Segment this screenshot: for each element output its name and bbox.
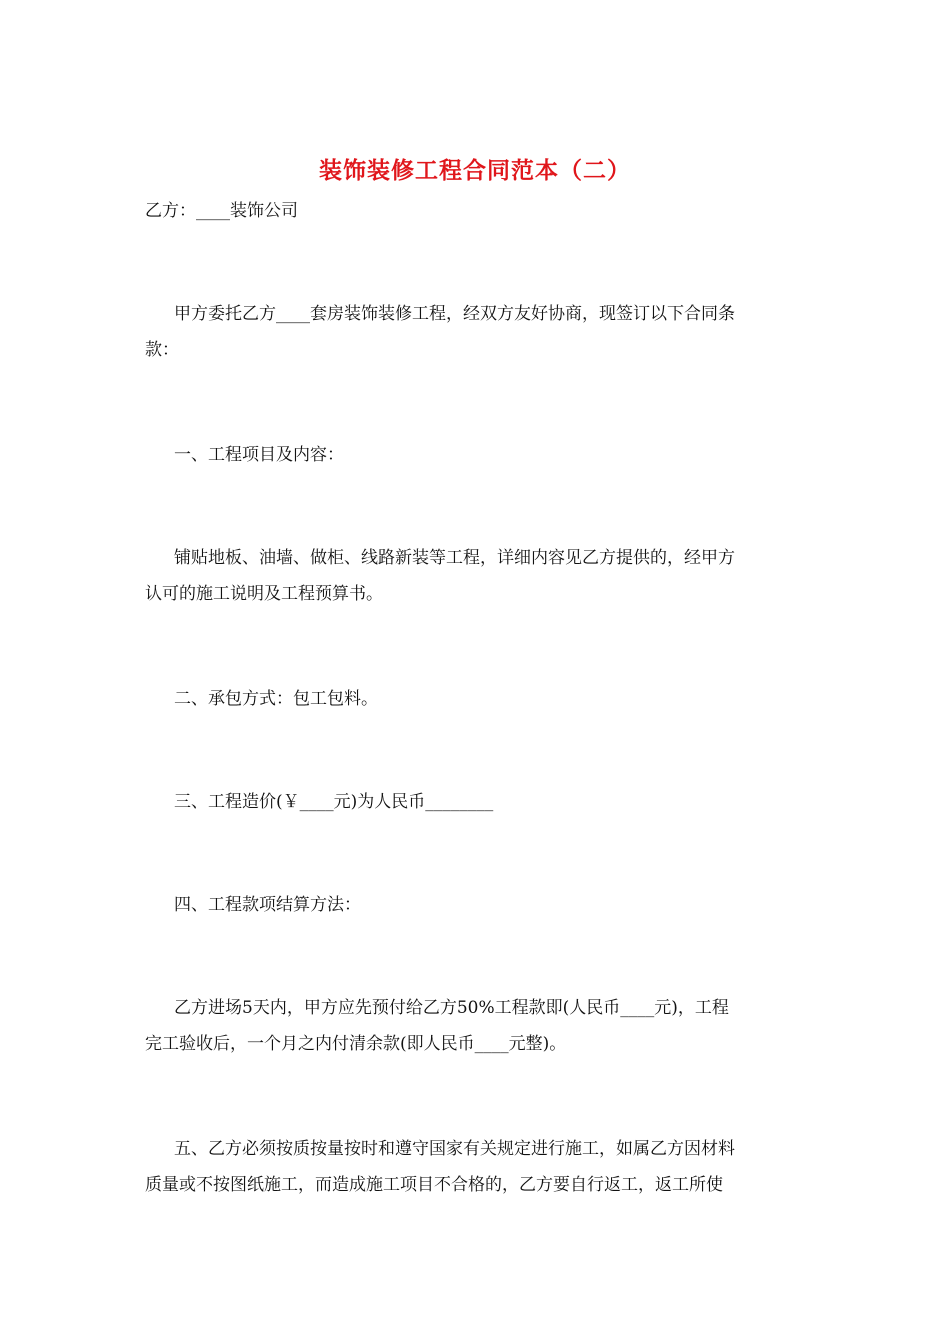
intro-line-2: 款：: [145, 340, 179, 360]
section-1-line-2: 认可的施工说明及工程预算书。: [145, 584, 383, 604]
section-4-line-2: 完工验收后，一个月之内付清余款(即人民币____元整)。: [145, 1034, 567, 1054]
section-1-body: [145, 540, 810, 612]
section-5-line-1: 五、乙方必须按质按量按时和遵守国家有关规定进行施工，如属乙方因材料: [174, 1139, 735, 1159]
intro-line-1: 甲方委托乙方____套房装饰装修工程，经双方友好协商，现签订以下合同条: [174, 304, 735, 324]
section-1-heading: 一、工程项目及内容：: [174, 445, 344, 465]
section-5-line-2: 质量或不按图纸施工，而造成施工项目不合格的，乙方要自行返工，返工所使: [145, 1175, 723, 1195]
section-4-body: [145, 990, 810, 1062]
section-2: 二、承包方式：包工包料。: [174, 689, 378, 709]
section-4-line-1: 乙方进场5天内，甲方应先预付给乙方50%工程款即(人民币____元)，工程: [174, 998, 729, 1018]
document-title: 装饰装修工程合同范本（二）: [319, 157, 631, 184]
section-4-heading: 四、工程款项结算方法：: [174, 895, 361, 915]
section-5: [145, 1131, 810, 1203]
section-1-line-1: 铺贴地板、油墙、做柜、线路新装等工程，详细内容见乙方提供的，经甲方: [174, 548, 735, 568]
party-b-line: 乙方：____装饰公司: [145, 201, 298, 221]
intro-paragraph: [145, 296, 810, 368]
section-3: 三、工程造价(￥____元)为人民币________: [174, 792, 494, 812]
